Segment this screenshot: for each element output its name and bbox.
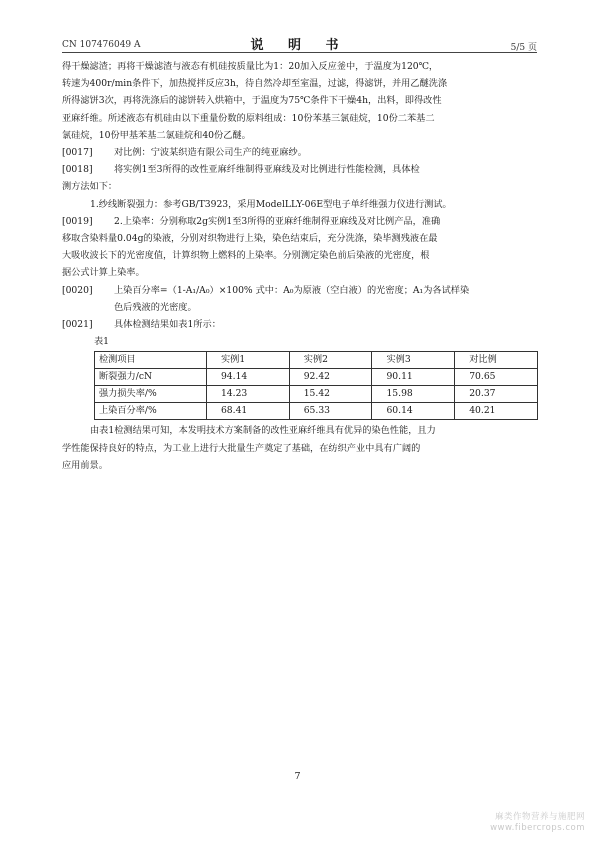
publication-number: CN 107476049 A [62, 40, 141, 50]
text-line: 所得滤饼3次，再将洗涤后的滤饼转入烘箱中，于温度为75℃条件下干燥4h，出料，即得改性 [62, 95, 442, 107]
paragraph-0021 [62, 316, 538, 333]
continued-paragraph [62, 58, 538, 144]
paragraph-text: 测方法如下： [62, 181, 118, 193]
paragraph-0017 [62, 144, 538, 161]
paragraph-number: [0019] [62, 215, 93, 227]
paragraph-text: 将实例1至3所得的改性亚麻纤维制得亚麻线及对比例进行性能检测，具体检 [114, 164, 420, 176]
table-cell: 14.23 [206, 386, 289, 403]
table-cell: 92.42 [289, 369, 372, 386]
paragraph-text: 移取含染料量0.04g的染液，分别对织物进行上染，染色结束后，充分洗涤，染毕测残液在最 [62, 233, 438, 245]
paragraph-0020 [62, 282, 538, 316]
test-item-1: 1.纱线断裂强力：参考GB/T3923，采用ModelLLY-06E型电子单纤维强力仪进行测试。 [90, 198, 452, 210]
table-cell: 68.41 [206, 403, 289, 420]
table-header-cell: 对比例 [455, 352, 538, 369]
table-cell: 90.11 [372, 369, 455, 386]
results-table [94, 351, 538, 420]
table-cell: 强力损失率/% [95, 386, 207, 403]
table-cell: 70.65 [455, 369, 538, 386]
table-header-cell: 实例2 [289, 352, 372, 369]
table-caption: 表1 [94, 336, 110, 348]
table-cell: 断裂强力/cN [95, 369, 207, 386]
paragraph-0018 [62, 161, 538, 195]
table-cell: 15.98 [372, 386, 455, 403]
table-cell: 65.33 [289, 403, 372, 420]
paragraph-text: 由表1检测结果可知，本发明技术方案制备的改性亚麻纤维具有优异的染色性能，且力 [90, 425, 436, 437]
watermark-title: 麻类作物营养与施肥网 [494, 812, 585, 822]
watermark-url: www.fibercrops.com [490, 823, 585, 833]
table-cell: 94.14 [206, 369, 289, 386]
paragraph-number: [0017] [62, 147, 93, 159]
table-cell: 60.14 [372, 403, 455, 420]
paragraph-text: 对比例：宁波某织造有限公司生产的纯亚麻纱。 [114, 147, 307, 159]
table-row [95, 403, 538, 420]
paragraph-number: [0018] [62, 164, 93, 176]
table-cell: 40.21 [455, 403, 538, 420]
table-header-cell: 检测项目 [95, 352, 207, 369]
conclusion-paragraph [62, 422, 538, 474]
paragraph-0019 [62, 213, 538, 282]
document-title: 说 明 书 [250, 38, 349, 53]
paragraph-text: 据公式计算上染率。 [62, 267, 145, 279]
document-body [62, 58, 538, 474]
paragraph-text: 应用前景。 [62, 459, 108, 471]
site-watermark [490, 812, 585, 834]
paragraph-number: [0020] [62, 284, 93, 296]
formula-text: 上染百分率=（1-A₁/A₀）×100% 式中：A₀为原液（空白液）的光密度；A₁为各试样染 [114, 284, 470, 296]
page-indicator: 5/5 页 [510, 43, 537, 53]
table-row [95, 369, 538, 386]
table-row [95, 386, 538, 403]
paragraph-text: 大吸收波长下的光密度值，计算织物上燃料的上染率。分别测定染色前后染液的光密度，根 [62, 250, 430, 262]
paragraph-text: 具体检测结果如表1所示： [114, 319, 221, 331]
text-line: 亚麻纤维。所述液态有机硅由以下重量份数的原料组成：10份苯基三氯硅烷，10份二苯基二 [62, 112, 435, 124]
paragraph-text: 学性能保持良好的特点，为工业上进行大批量生产奠定了基础，在纺织产业中具有广阔的 [62, 442, 421, 454]
table-header-cell: 实例1 [206, 352, 289, 369]
table-header-row [95, 352, 538, 369]
paragraph-text: 2.上染率：分别称取2g实例1至3所得的亚麻纤维制得亚麻线及对比例产品，准确 [114, 215, 441, 227]
table-header-cell: 实例3 [372, 352, 455, 369]
text-line: 转速为400r/min条件下，加热搅拌反应3h，待自然冷却至室温，过滤，得滤饼，并用乙醚洗涤 [62, 78, 448, 90]
text-line: 氯硅烷，10份甲基苯基二氯硅烷和40份乙醚。 [62, 129, 251, 141]
table-cell: 20.37 [455, 386, 538, 403]
paragraph-text: 色后残液的光密度。 [114, 301, 197, 313]
table-cell: 15.42 [289, 386, 372, 403]
paragraph-number: [0021] [62, 319, 93, 331]
text-line: 得干燥滤渣；再将干燥滤渣与液态有机硅按质量比为1：20加入反应釜中，于温度为120℃， [62, 61, 439, 72]
page-number: 7 [294, 771, 301, 782]
document-header [62, 30, 537, 53]
table-cell: 上染百分率/% [95, 403, 207, 420]
